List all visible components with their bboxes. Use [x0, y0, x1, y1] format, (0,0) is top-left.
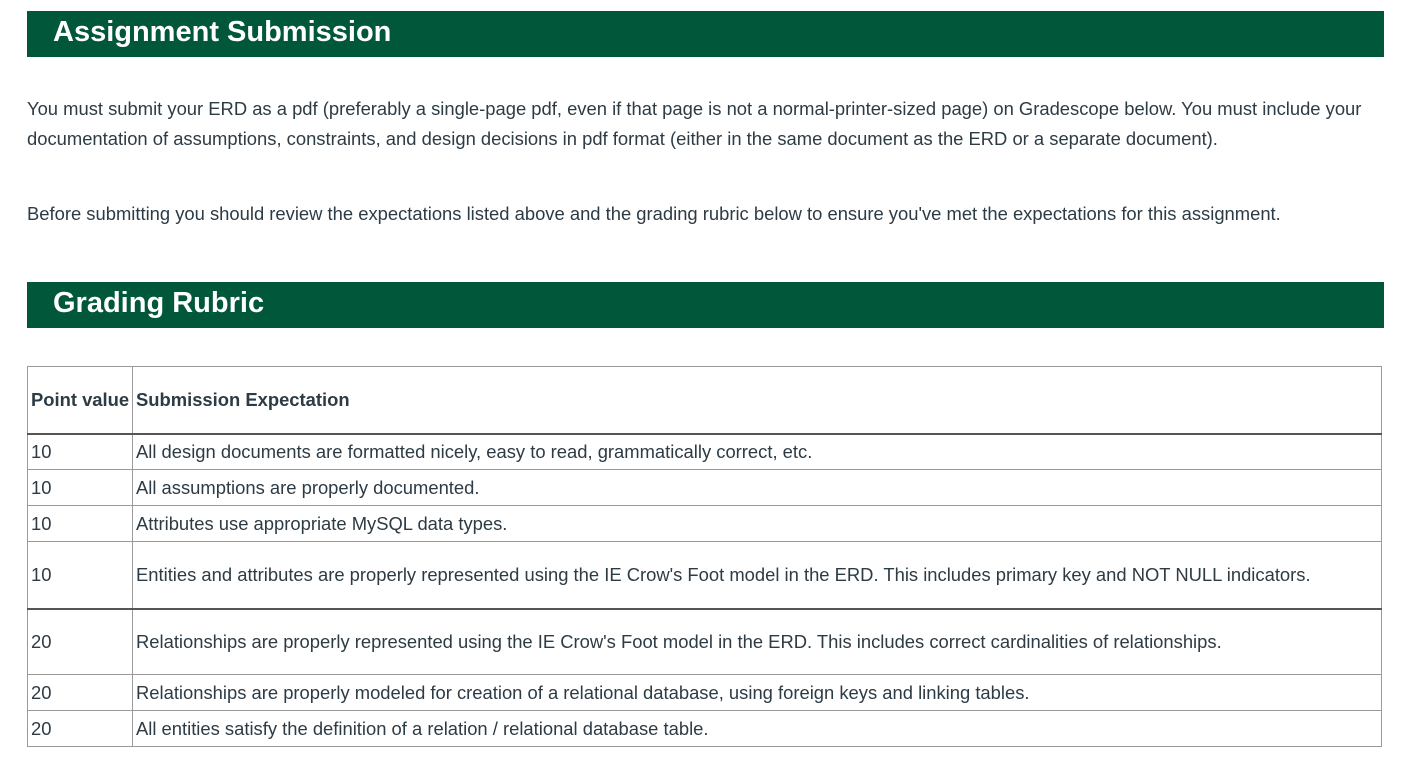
- point-value-header: Point value: [28, 367, 133, 434]
- rubric-expectation-cell: All assumptions are properly documented.: [133, 470, 1382, 506]
- grading-rubric-table: [27, 366, 1382, 747]
- rubric-row: [28, 542, 1382, 609]
- rubric-points-cell: 20: [28, 675, 133, 711]
- rubric-points-cell: 20: [28, 609, 133, 675]
- assignment-submission-heading: Assignment Submission: [27, 11, 1384, 57]
- rubric-row: [28, 609, 1382, 675]
- rubric-points-cell: 20: [28, 711, 133, 747]
- rubric-expectation-cell: All entities satisfy the definition of a relation / relational database table.: [133, 711, 1382, 747]
- rubric-expectation-cell: Attributes use appropriate MySQL data types.: [133, 506, 1382, 542]
- rubric-row: [28, 434, 1382, 470]
- rubric-row: [28, 675, 1382, 711]
- rubric-points-cell: 10: [28, 542, 133, 609]
- submission-expectation-header: Submission Expectation: [133, 367, 1382, 434]
- rubric-expectation-cell: Relationships are properly represented using the IE Crow's Foot model in the ERD. This includes correct cardinalities of relationships.: [133, 609, 1382, 675]
- review-expectations-paragraph: Before submitting you should review the expectations listed above and the grading rubric below to ensure you've met the expectations for this assignment.: [27, 203, 1281, 224]
- rubric-expectation-cell: Entities and attributes are properly represented using the IE Crow's Foot model in the ERD. This includes primary key and NOT NULL indicators.: [133, 542, 1382, 609]
- rubric-points-cell: 10: [28, 434, 133, 470]
- rubric-points-cell: 10: [28, 470, 133, 506]
- rubric-expectation-cell: Relationships are properly modeled for creation of a relational database, using foreign keys and linking tables.: [133, 675, 1382, 711]
- rubric-header-row: [28, 367, 1382, 434]
- rubric-row: [28, 470, 1382, 506]
- rubric-points-cell: 10: [28, 506, 133, 542]
- rubric-expectation-cell: All design documents are formatted nicely, easy to read, grammatically correct, etc.: [133, 434, 1382, 470]
- grading-rubric-heading: Grading Rubric: [27, 282, 1384, 328]
- rubric-row: [28, 506, 1382, 542]
- rubric-row: [28, 711, 1382, 747]
- submission-instructions-paragraph: You must submit your ERD as a pdf (preferably a single-page pdf, even if that page is not a normal-printer-sized page) on Gradescope below. You must include your documentation of assumptions, constraints, and design decisions in pdf format (either in the same document as the ERD or a separate document).: [27, 98, 1362, 149]
